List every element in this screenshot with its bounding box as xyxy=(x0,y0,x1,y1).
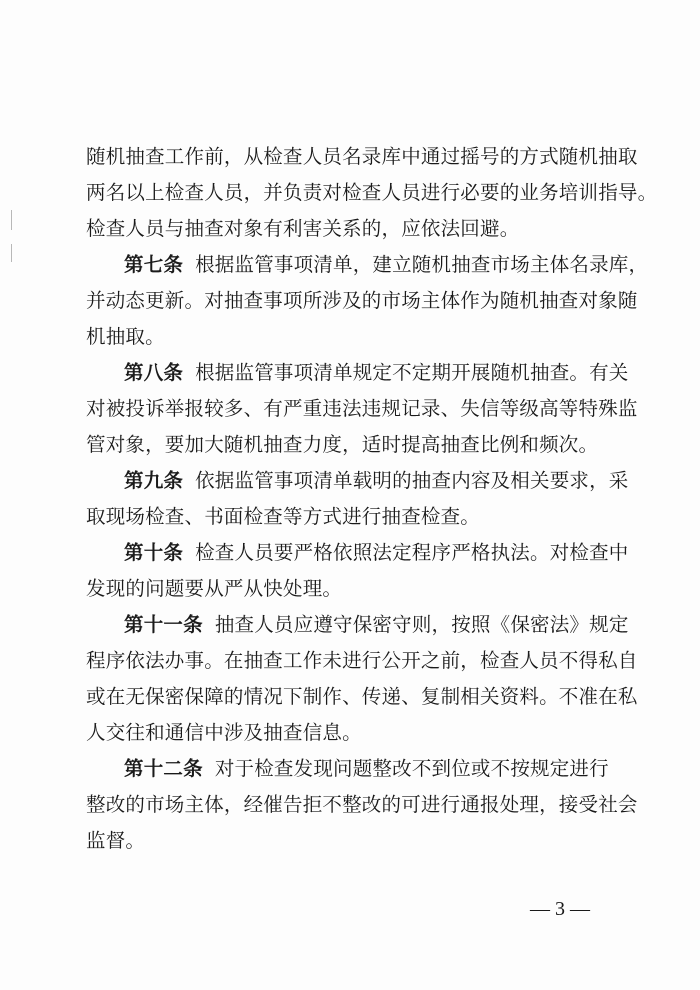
paragraph-line: 对被投诉举报较多、有严重违法违规记录、失信等级高等特殊监 xyxy=(86,397,638,420)
paragraph-line: 监督。 xyxy=(86,829,146,852)
article-text: 检查人员要严格依照法定程序严格执法。对检查中 xyxy=(195,541,629,564)
article-number: 第十一条 xyxy=(124,613,203,636)
paragraph-line: 整改的市场主体，经催告拒不整改的可进行通报处理，接受社会 xyxy=(86,793,638,816)
binding-mark xyxy=(11,244,12,262)
article-text: 依据监管事项清单载明的抽查内容及相关要求，采 xyxy=(195,469,629,492)
paragraph-line: 机抽取。 xyxy=(86,325,165,348)
article-number: 第十条 xyxy=(124,541,184,564)
paragraph-line xyxy=(124,253,664,277)
article-number: 第七条 xyxy=(124,253,184,276)
article-text: 根据监管事项清单规定不定期开展随机抽查。有关 xyxy=(195,361,629,384)
paragraph-line xyxy=(124,469,664,493)
paragraph-line: 两名以上检查人员，并负责对检查人员进行必要的业务培训指导。 xyxy=(86,181,658,204)
page-number: — 3 — xyxy=(530,898,590,920)
paragraph-line: 或在无保密保障的情况下制作、传递、复制相关资料。不准在私 xyxy=(86,685,638,708)
paragraph-line: 取现场检查、书面检查等方式进行抽查检查。 xyxy=(86,505,481,528)
paragraph-line: 并动态更新。对抽查事项所涉及的市场主体作为随机抽查对象随 xyxy=(86,289,638,312)
paragraph-line: 程序依法办事。在抽查工作未进行公开之前，检查人员不得私自 xyxy=(86,649,638,672)
article-number: 第八条 xyxy=(124,361,184,384)
paragraph-line xyxy=(124,541,664,565)
article-number: 第十二条 xyxy=(124,757,203,780)
paragraph-line xyxy=(124,613,664,637)
article-number: 第九条 xyxy=(124,469,184,492)
paragraph-line: 管对象，要加大随机抽查力度，适时提高抽查比例和频次。 xyxy=(86,433,599,456)
article-text: 抽查人员应遵守保密守则，按照《保密法》规定 xyxy=(214,613,629,636)
paragraph-line xyxy=(124,361,664,385)
paragraph-line: 发现的问题要从严从快处理。 xyxy=(86,577,343,600)
paragraph-line: 检查人员与抽查对象有利害关系的，应依法回避。 xyxy=(86,217,520,240)
binding-mark xyxy=(11,210,12,230)
paragraph-line: 人交往和通信中涉及抽查信息。 xyxy=(86,721,362,744)
paragraph-line xyxy=(124,757,664,781)
article-text: 根据监管事项清单，建立随机抽查市场主体名录库， xyxy=(195,253,649,276)
article-text: 对于检查发现问题整改不到位或不按规定进行 xyxy=(214,757,609,780)
paragraph-line: 随机抽查工作前，从检查人员名录库中通过摇号的方式随机抽取 xyxy=(86,145,638,168)
